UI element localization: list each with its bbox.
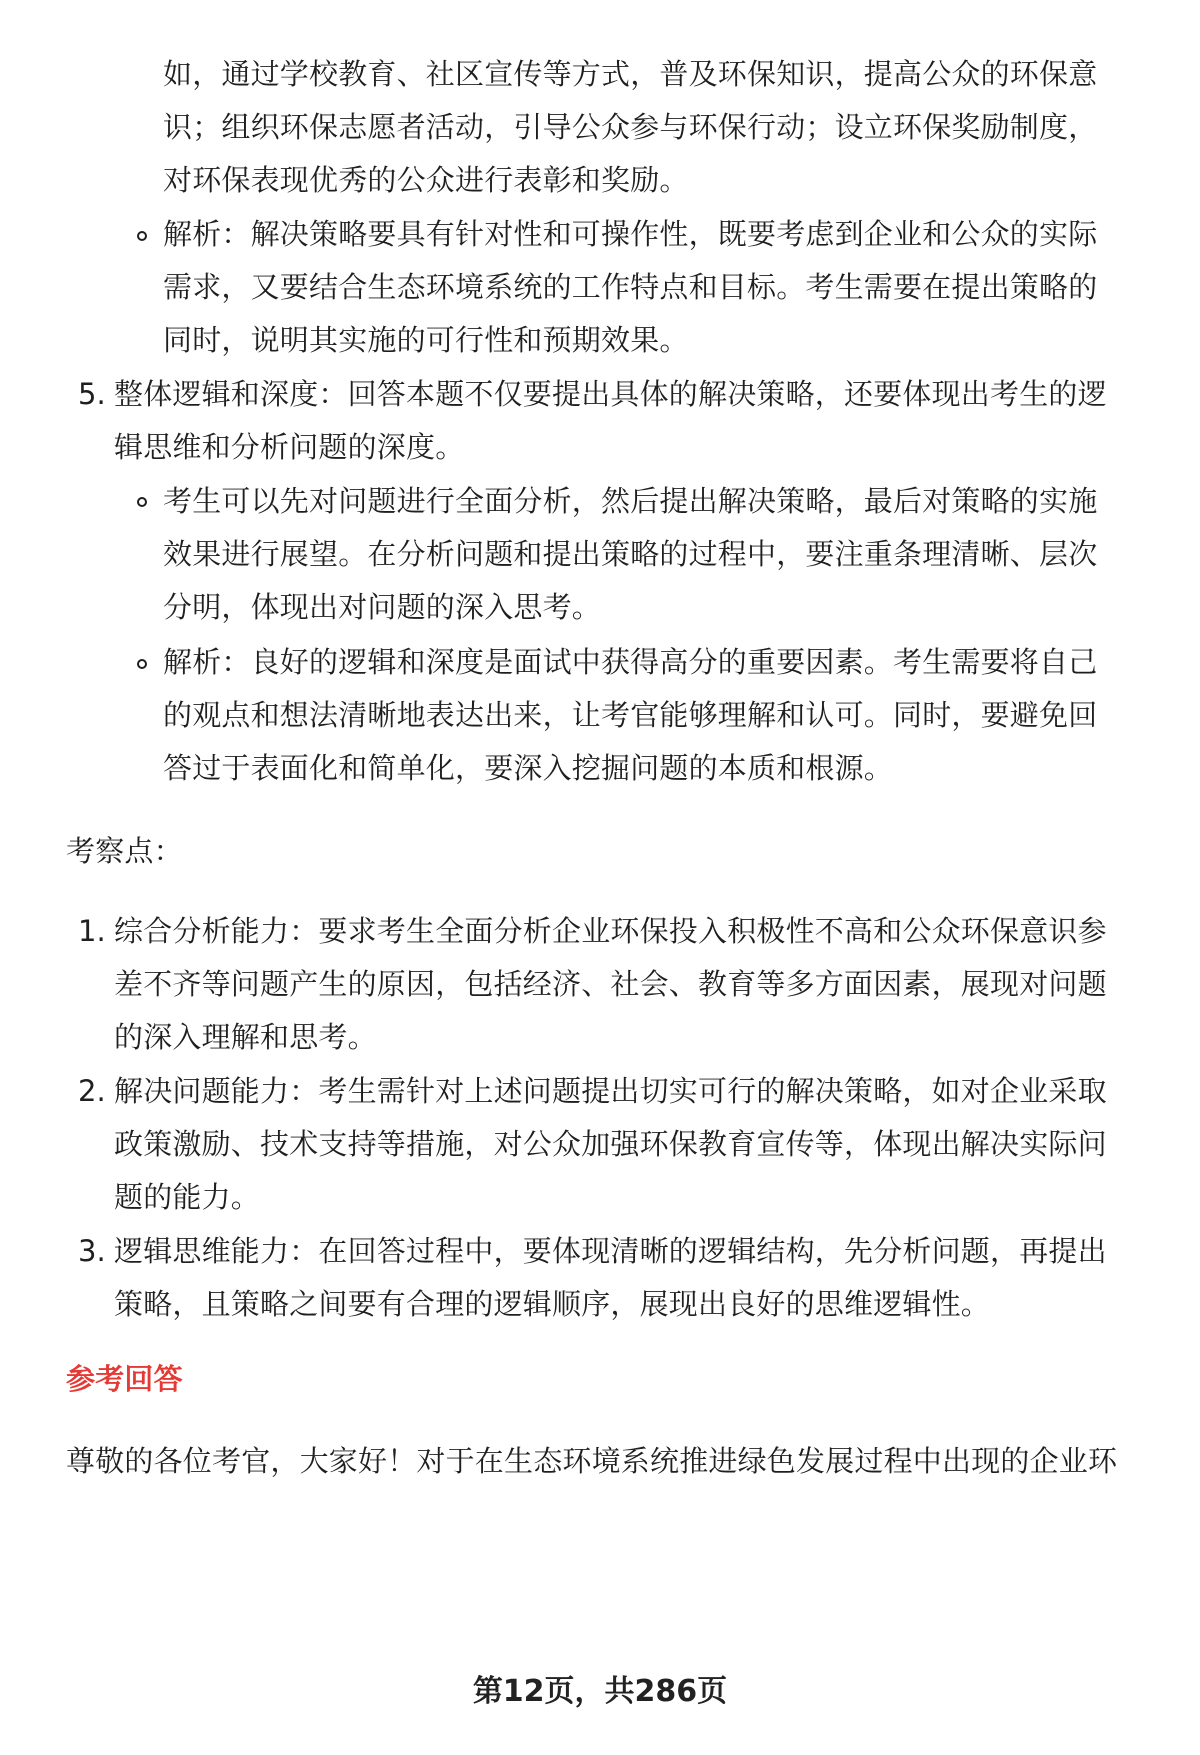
reference-heading: 参考回答 — [66, 1362, 183, 1396]
list-number: 1. — [78, 914, 106, 948]
hollow-bullet-icon — [137, 497, 147, 507]
list-item-line: 政策激励、技术支持等措施，对公众加强环保教育宣传等，体现出解决实际问 — [114, 1127, 1107, 1161]
bullet-line: 同时，说明其实施的可行性和预期效果。 — [163, 323, 689, 357]
bullet-line: 效果进行展望。在分析问题和提出策略的过程中，要注重条理清晰、层次 — [163, 537, 1098, 571]
list-number: 5. — [78, 377, 106, 411]
list-number: 3. — [78, 1234, 106, 1268]
bullet-line: 考生可以先对问题进行全面分析，然后提出解决策略，最后对策略的实施 — [163, 484, 1098, 518]
list-item-line: 题的能力。 — [114, 1180, 261, 1214]
bullet-line: 分明，体现出对问题的深入思考。 — [163, 590, 602, 624]
list-number: 2. — [78, 1074, 106, 1108]
bullet-line: 需求，又要结合生态环境系统的工作特点和目标。考生需要在提出策略的 — [163, 270, 1098, 304]
list-item-line: 差不齐等问题产生的原因，包括经济、社会、教育等多方面因素，展现对问题 — [114, 967, 1107, 1001]
bullet-line: 的观点和想法清晰地表达出来，让考官能够理解和认可。同时，要避免回 — [163, 698, 1098, 732]
list-item-line: 整体逻辑和深度：回答本题不仅要提出具体的解决策略，还要体现出考生的逻 — [114, 377, 1107, 411]
list-item-line: 辑思维和分析问题的深度。 — [114, 430, 465, 464]
list-item-line: 解决问题能力：考生需针对上述问题提出切实可行的解决策略，如对企业采取 — [114, 1074, 1107, 1108]
paragraph-line: 识；组织环保志愿者活动，引导公众参与环保行动；设立环保奖励制度， — [163, 110, 1098, 144]
bullet-line: 解析：解决策略要具有针对性和可操作性，既要考虑到企业和公众的实际 — [163, 217, 1098, 251]
paragraph-line: 如，通过学校教育、社区宣传等方式，普及环保知识，提高公众的环保意 — [163, 57, 1098, 91]
hollow-bullet-icon — [137, 659, 147, 669]
bullet-line: 答过于表面化和简单化，要深入挖掘问题的本质和根源。 — [163, 751, 894, 785]
paragraph-line: 对环保表现优秀的公众进行表彰和奖励。 — [163, 163, 689, 197]
hollow-bullet-icon — [137, 231, 147, 241]
list-item-line: 逻辑思维能力：在回答过程中，要体现清晰的逻辑结构，先分析问题，再提出 — [114, 1234, 1107, 1268]
list-item-line: 策略，且策略之间要有合理的逻辑顺序，展现出良好的思维逻辑性。 — [114, 1287, 991, 1321]
bullet-line: 解析：良好的逻辑和深度是面试中获得高分的重要因素。考生需要将自己 — [163, 645, 1098, 679]
list-item-line: 综合分析能力：要求考生全面分析企业环保投入积极性不高和公众环保意识参 — [114, 914, 1107, 948]
paragraph-line: 尊敬的各位考官，大家好！对于在生态环境系统推进绿色发展过程中出现的企业环 — [66, 1444, 1118, 1478]
list-item-line: 的深入理解和思考。 — [114, 1020, 377, 1054]
section-heading: 考察点： — [66, 834, 183, 868]
page-number: 第12页，共286页 — [472, 1674, 728, 1709]
